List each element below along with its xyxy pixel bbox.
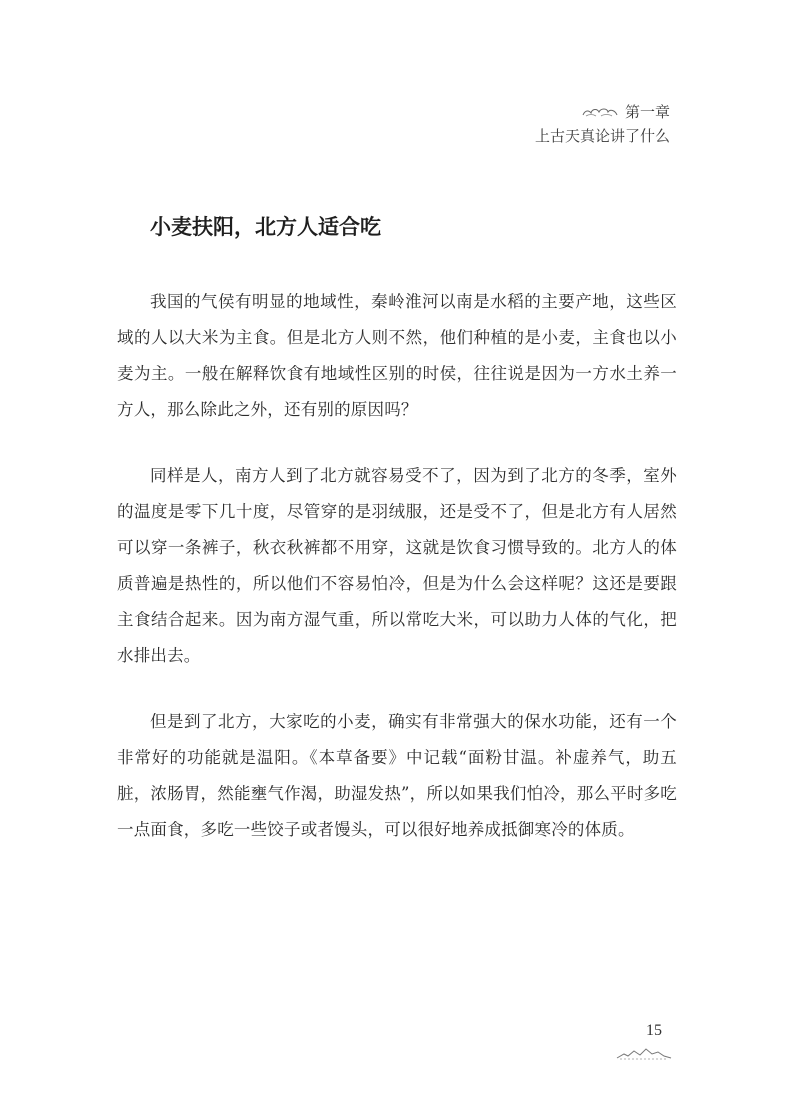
paragraph-1: 我国的气侯有明显的地域性，秦岭淮河以南是水稻的主要产地，这些区域的人以大米为主食。但是北方人则不然，他们种植的是小麦，主食也以小麦为主。一般在解释饮食有地域性区别的时侯，往往说是因为一方水土养一方人，那么除此之外，还有别的原因吗？ <box>117 292 677 419</box>
body-text <box>117 284 677 878</box>
paragraph-2: 同样是人，南方人到了北方就容易受不了，因为到了北方的冬季，室外的温度是零下几十度，尽管穿的是羽绒服，还是受不了，但是北方有人居然可以穿一条裤子，秋衣秋裤都不用穿，这就是饮食习惯导致的。北方人的体质普遍是热性的，所以他们不容易怕冷，但是为什么会这样呢？这还是要跟主食结合起来。因为南方湿气重，所以常吃大米，可以助力人体的气化，把水排出去。 <box>117 466 677 665</box>
cloud-ornament-icon <box>581 106 619 118</box>
mountain-ornament-icon <box>616 1046 672 1060</box>
running-header <box>535 100 670 148</box>
chapter-title: 上古天真论讲了什么 <box>534 127 670 145</box>
chapter-label: 第一章 <box>624 103 670 121</box>
chapter-row <box>535 100 670 124</box>
paragraph-3: 但是到了北方，大家吃的小麦，确实有非常强大的保水功能，还有一个非常好的功能就是温阳。《本草备要》中记载“面粉甘温。补虚养气，助五脏，浓肠胃，然能壅气作渴，助湿发热”，所以如果我们怕冷，那么平时多吃一点面食，多吃一些饺子或者馒头，可以很好地养成抵御寒冷的体质。 <box>117 712 677 839</box>
section-title: 小麦扶阳，北方人适合吃 <box>150 214 381 239</box>
page-number: 15 <box>646 1022 662 1039</box>
